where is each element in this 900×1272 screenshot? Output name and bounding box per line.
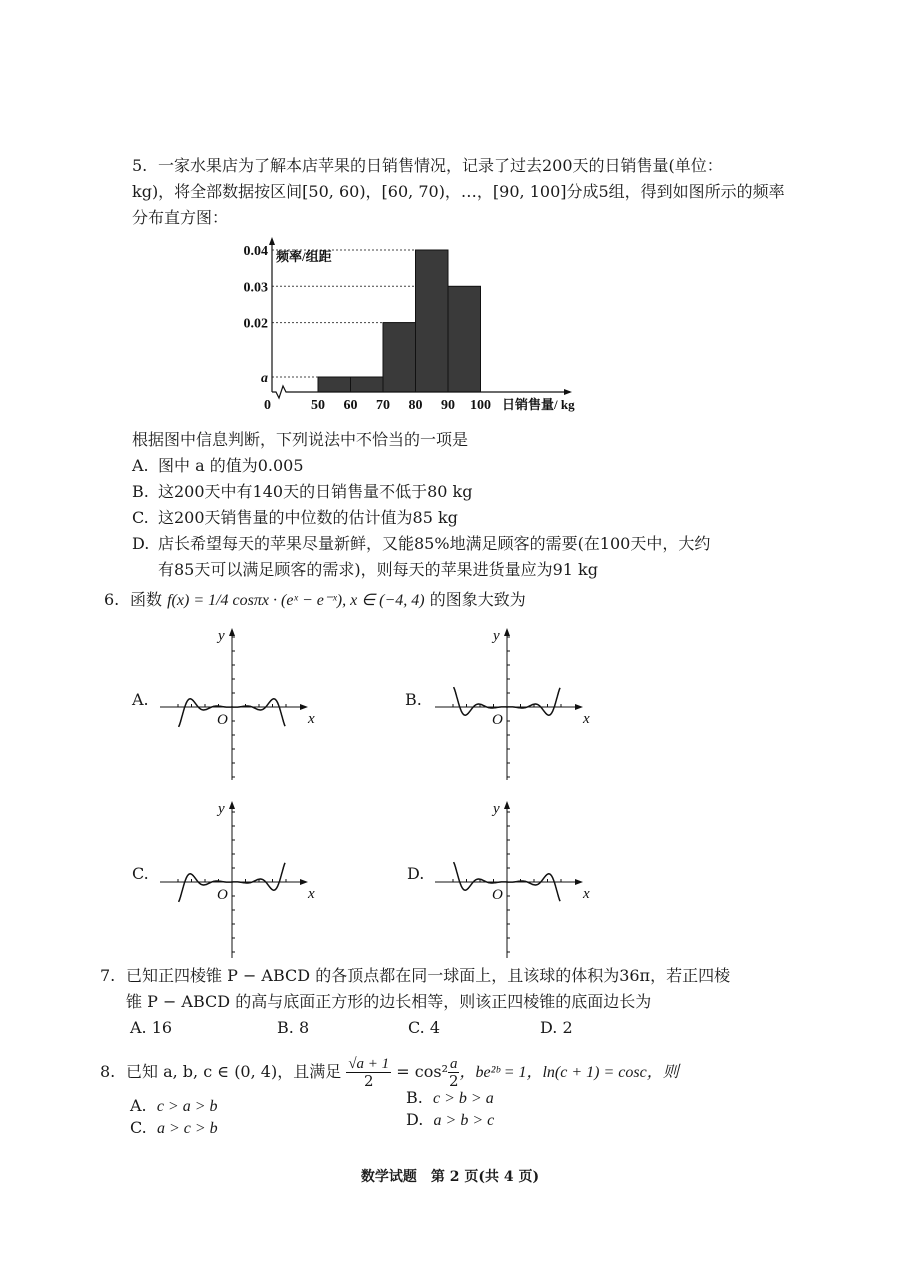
q5-question: 根据图中信息判断，下列说法中不恰当的一项是 <box>132 430 469 449</box>
histogram-chart <box>230 235 600 425</box>
x-axis-label: 日销售量/ kg <box>502 397 575 412</box>
q7-option-d: D. 2 <box>540 1018 573 1037</box>
bars <box>318 250 481 392</box>
y-tick-label: 0.04 <box>243 244 268 259</box>
y-axis-label: y <box>218 801 225 817</box>
graph-a <box>160 622 320 782</box>
q8-option-d: D. a > b > c <box>406 1110 495 1129</box>
origin-label: O <box>217 712 228 728</box>
origin-label: O <box>217 887 228 903</box>
q6-function: f(x) = 1/4 cosπx · (eˣ − e⁻ˣ), x ∈ (−4, 4) <box>167 592 425 609</box>
y-axis-arrow <box>229 801 235 809</box>
graph-c <box>160 795 320 960</box>
graph-b <box>435 622 595 782</box>
y-axis-label: y <box>218 628 225 644</box>
y-axis-arrow <box>504 628 510 636</box>
q5-option-d-cont: 有85天可以满足顾客的需求)，则每天的苹果进货量应为91 kg <box>158 560 598 579</box>
histogram-bar <box>416 250 449 392</box>
q7-stem-line-2: 锥 P − ABCD 的高与底面正方形的边长相等，则该正四棱锥的底面边长为 <box>126 992 652 1011</box>
q5-option-a: A. 图中 a 的值为0.005 <box>132 456 304 475</box>
y-tick-label: a <box>261 371 268 386</box>
x-tick-label: 50 <box>311 398 325 413</box>
histogram-bar <box>448 286 481 392</box>
x-axis-label: x <box>583 711 590 727</box>
q8-option-b: B. c > b > a <box>406 1088 494 1107</box>
y-tick-label: 0.02 <box>243 316 268 332</box>
y-axis-arrow <box>269 237 275 245</box>
x-axis-arrow <box>564 389 572 395</box>
x-axis-label: x <box>308 711 315 727</box>
graph-c-label: C. <box>132 864 149 883</box>
graph-a-label: A. <box>132 690 149 709</box>
y-tick-label: 0.03 <box>243 280 268 296</box>
x-axis-arrow <box>300 704 308 710</box>
q7-option-b: B. 8 <box>277 1018 310 1037</box>
q5-option-d: D. 店长希望每天的苹果尽量新鲜，又能85%地满足顾客的需要(在100天中，大约 <box>132 534 711 553</box>
x-tick-label: 70 <box>376 398 390 413</box>
q8-option-a: A. c > a > b <box>130 1096 218 1115</box>
origin-label: O <box>492 887 503 903</box>
y-axis-arrow <box>229 628 235 636</box>
q7-stem-line-1: 7. 已知正四棱锥 P − ABCD 的各顶点都在同一球面上，且该球的体积为36π，若正四棱 <box>100 966 731 985</box>
q8-stem: 8. 已知 a, b, c ∈ (0, 4)，且满足 $\frac{√a + 1}{2}$ = cos² $\frac{a}{2}$ ，be²ᵇ = 1，ln(c + 1) = cosc，则 <box>100 1056 679 1090</box>
y-axis-label: y <box>493 628 500 644</box>
origin-label: O <box>492 712 503 728</box>
histogram-bar <box>351 377 384 392</box>
y-axis-arrow <box>504 801 510 809</box>
graph-d <box>435 795 595 960</box>
q5-stem-line-1: 5. 一家水果店为了解本店苹果的日销售情况，记录了过去200天的日销售量(单位： <box>132 156 723 175</box>
graph-d-label: D. <box>407 864 425 883</box>
x-axis-arrow <box>575 704 583 710</box>
x-tick-label: 90 <box>441 398 455 413</box>
y-axis-label: 频率/组距 <box>276 249 332 264</box>
q5-option-b: B. 这200天中有140天的日销售量不低于80 kg <box>132 482 473 501</box>
x-axis-label: x <box>583 886 590 902</box>
q8-fraction-1: $\frac{√a + 1}{2}$ <box>348 1056 390 1090</box>
x-tick-label: 100 <box>470 398 491 413</box>
x-axis-label: x <box>308 886 315 902</box>
q8-option-c: C. a > c > b <box>130 1118 218 1137</box>
x-axis-arrow <box>300 879 308 885</box>
graph-b-label: B. <box>405 690 422 709</box>
q5-number: 5. <box>132 156 148 175</box>
q5-stem-line-2: kg)，将全部数据按区间[50, 60)，[60, 70)，…，[90, 100]分成5组，得到如图所示的频率 <box>132 182 785 201</box>
y-axis-label: y <box>493 801 500 817</box>
histogram-bar <box>318 377 351 392</box>
x-tick-label: 80 <box>408 398 423 413</box>
q7-option-c: C. 4 <box>408 1018 441 1037</box>
histogram-bar <box>383 323 416 392</box>
q7-option-a: A. 16 <box>130 1018 173 1037</box>
q6-stem: 6. 函数 f(x) = 1/4 cosπx · (eˣ − e⁻ˣ), x ∈ (−4, 4) 的图象大致为 <box>104 590 526 609</box>
q5-option-c: C. 这200天销售量的中位数的估计值为85 kg <box>132 508 458 527</box>
page-footer: 数学试题 第 2 页(共 4 页) <box>360 1169 540 1185</box>
q5-stem-line-3: 分布直方图： <box>132 208 229 227</box>
q8-fraction-2: $\frac{a}{2}$ <box>448 1056 459 1090</box>
origin-label: 0 <box>264 398 271 413</box>
x-axis-arrow <box>575 879 583 885</box>
x-tick-label: 60 <box>343 398 358 413</box>
